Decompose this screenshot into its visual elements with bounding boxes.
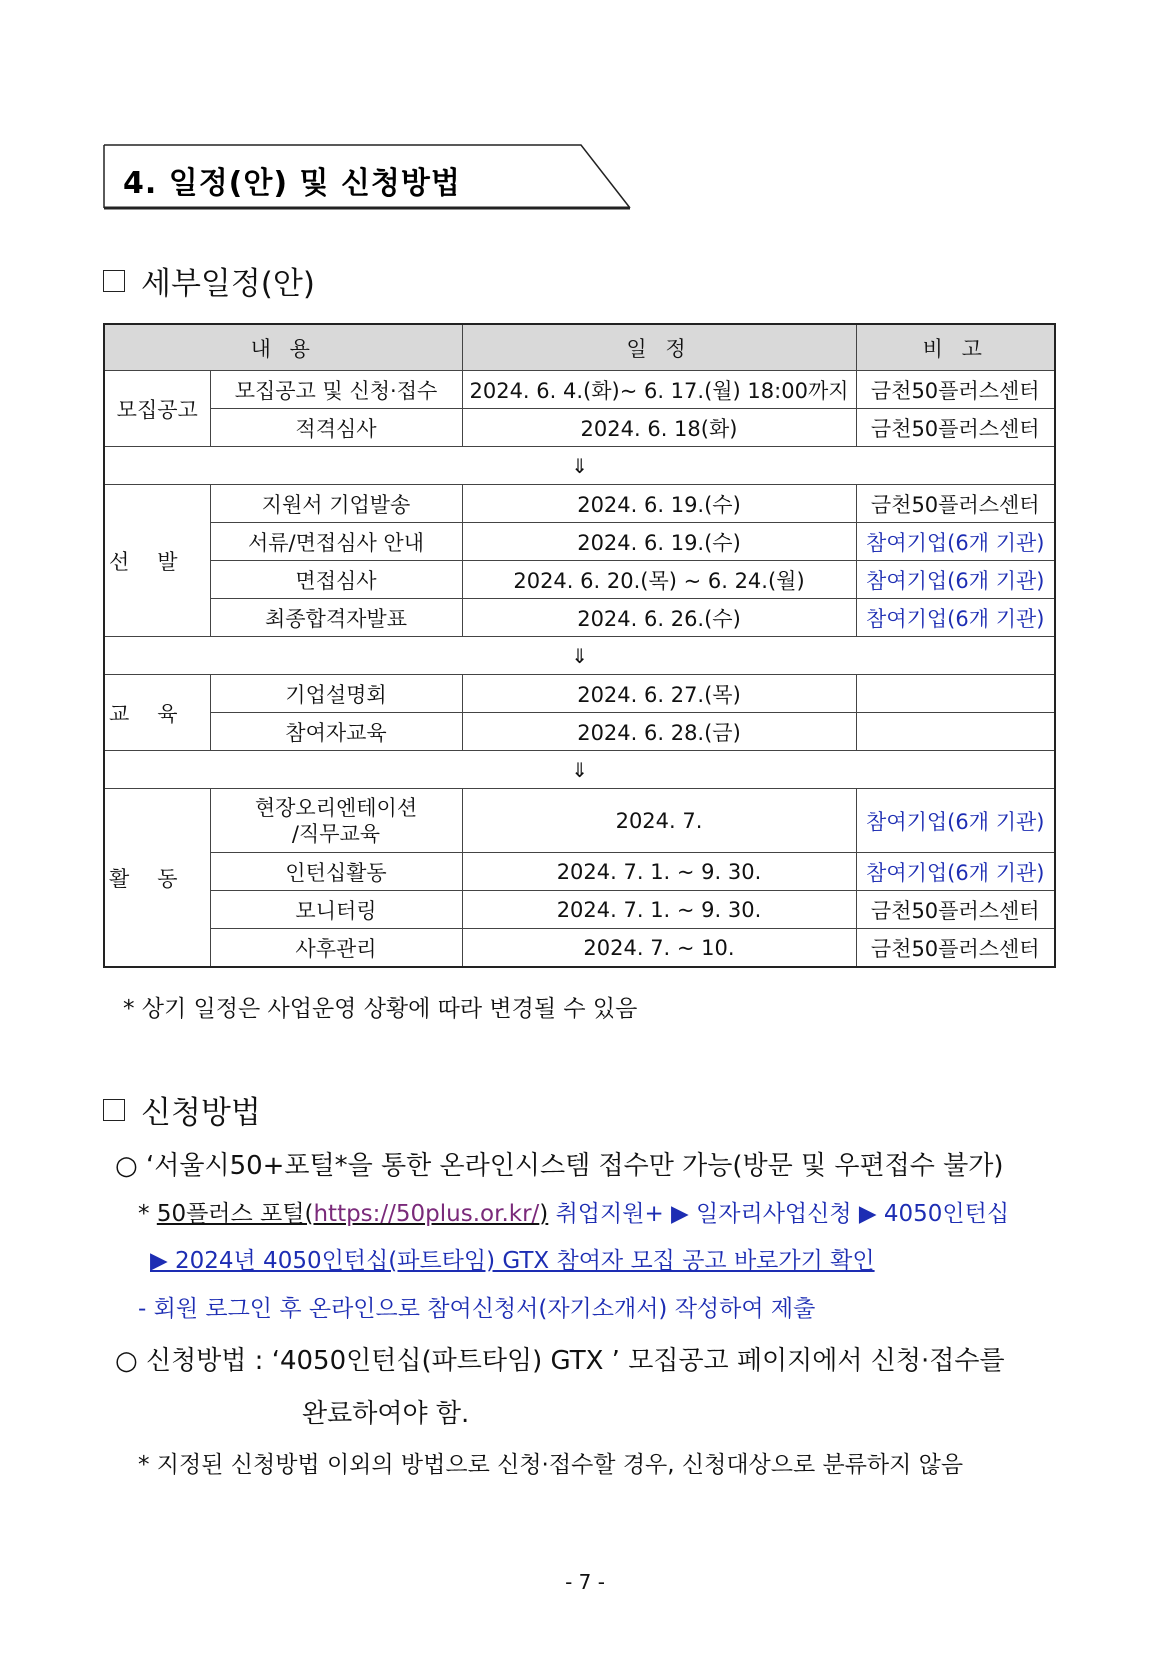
apply-bullet-1: ○ ‘서울시50+포털*을 통한 온라인시스템 접수만 가능(방문 및 우편접수 불가) xyxy=(115,1151,1004,1181)
portal-link[interactable]: https://50plus.or.kr/ xyxy=(313,1201,540,1227)
down-arrow-icon: ⇓ xyxy=(104,637,1055,675)
down-arrow-icon: ⇓ xyxy=(104,447,1055,485)
apply-heading xyxy=(103,1087,261,1132)
item-cell: 최종합격자발표 xyxy=(210,599,462,637)
apply-sub-1 xyxy=(138,1195,1009,1228)
item-cell: 인턴십활동 xyxy=(210,853,462,891)
item-cell xyxy=(210,789,462,853)
date-cell: 2024. 6. 26.(수) xyxy=(462,599,856,637)
item-cell: 모니터링 xyxy=(210,891,462,929)
item-cell: 지원서 기업발송 xyxy=(210,485,462,523)
apply-bullet-2: ○ 신청방법 : ‘4050인턴십(파트타임) GTX ’ 모집공고 페이지에서 신청·접수를 xyxy=(115,1346,1005,1376)
schedule-table xyxy=(103,323,1056,968)
item-cell: 사후관리 xyxy=(210,929,462,968)
note-cell: 금천50플러스센터 xyxy=(856,891,1055,929)
table-header-row xyxy=(104,324,1055,371)
category-cell: 선발 xyxy=(104,485,210,637)
apply-path: 취업지원+ ▶ 일자리사업신청 ▶ 4050인턴십 xyxy=(548,1201,1010,1227)
table-row xyxy=(104,409,1055,447)
table-row xyxy=(104,371,1055,409)
table-row xyxy=(104,853,1055,891)
category-cell: 모집공고 xyxy=(104,371,210,447)
item-cell: 서류/면접심사 안내 xyxy=(210,523,462,561)
date-cell: 2024. 7. xyxy=(462,789,856,853)
schedule-footnote: * 상기 일정은 사업운영 상황에 따라 변경될 수 있음 xyxy=(123,996,638,1022)
date-cell: 2024. 7. ~ 10. xyxy=(462,929,856,968)
table-row xyxy=(104,599,1055,637)
table-row xyxy=(104,713,1055,751)
item-cell: 참여자교육 xyxy=(210,713,462,751)
date-cell: 2024. 6. 19.(수) xyxy=(462,485,856,523)
note-cell: 참여기업(6개 기관) xyxy=(856,523,1055,561)
category-cell: 교육 xyxy=(104,675,210,751)
note-cell: 금천50플러스센터 xyxy=(856,371,1055,409)
note-cell: 참여기업(6개 기관) xyxy=(856,561,1055,599)
schedule-heading xyxy=(103,258,315,303)
note-cell: 참여기업(6개 기관) xyxy=(856,853,1055,891)
header-note: 비 고 xyxy=(856,324,1055,371)
apply-sub-3: - 회원 로그인 후 온라인으로 참여신청서(자기소개서) 작성하여 제출 xyxy=(138,1296,816,1322)
item-cell: 면접심사 xyxy=(210,561,462,599)
date-cell: 2024. 6. 19.(수) xyxy=(462,523,856,561)
date-cell: 2024. 6. 28.(금) xyxy=(462,713,856,751)
arrow-row xyxy=(104,447,1055,485)
note-cell xyxy=(856,675,1055,713)
item-line: 현장오리엔테이션 xyxy=(254,795,418,820)
checkbox-square-icon xyxy=(103,1099,125,1121)
apply-bullet-2-cont: 완료하여야 함. xyxy=(302,1399,470,1429)
category-cell: 활동 xyxy=(104,789,210,968)
apply-heading-text: 신청방법 xyxy=(141,1095,261,1131)
checkbox-square-icon xyxy=(103,270,125,292)
date-cell: 2024. 7. 1. ~ 9. 30. xyxy=(462,891,856,929)
page-number: - 7 - xyxy=(565,1570,605,1594)
note-cell: 금천50플러스센터 xyxy=(856,409,1055,447)
table-row xyxy=(104,523,1055,561)
table-row xyxy=(104,485,1055,523)
section-heading xyxy=(103,144,631,210)
item-line: /직무교육 xyxy=(291,821,381,846)
schedule-heading-text: 세부일정(안) xyxy=(141,266,315,302)
asterisk-mark: * xyxy=(138,1201,157,1227)
arrow-row xyxy=(104,751,1055,789)
table-row xyxy=(104,891,1055,929)
note-cell xyxy=(856,713,1055,751)
table-row xyxy=(104,561,1055,599)
apply-sub-2: ▶ 2024년 4050인턴십(파트타임) GTX 참여자 모집 공고 바로가기 확인 xyxy=(150,1248,875,1274)
header-date: 일 정 xyxy=(462,324,856,371)
date-cell: 2024. 6. 20.(목) ~ 6. 24.(월) xyxy=(462,561,856,599)
section-title: 4. 일정(안) 및 신청방법 xyxy=(123,166,461,201)
portal-close: ) xyxy=(539,1201,549,1227)
date-cell: 2024. 7. 1. ~ 9. 30. xyxy=(462,853,856,891)
portal-text: 50플러스 포털( xyxy=(156,1201,314,1227)
arrow-row xyxy=(104,637,1055,675)
header-content: 내 용 xyxy=(104,324,462,371)
portal-label xyxy=(157,1201,548,1227)
down-arrow-icon: ⇓ xyxy=(104,751,1055,789)
note-cell: 금천50플러스센터 xyxy=(856,485,1055,523)
note-cell: 참여기업(6개 기관) xyxy=(856,789,1055,853)
note-cell: 금천50플러스센터 xyxy=(856,929,1055,968)
item-cell: 모집공고 및 신청·접수 xyxy=(210,371,462,409)
table-row xyxy=(104,789,1055,853)
date-cell: 2024. 6. 18(화) xyxy=(462,409,856,447)
table-row xyxy=(104,675,1055,713)
note-cell: 참여기업(6개 기관) xyxy=(856,599,1055,637)
item-cell: 적격심사 xyxy=(210,409,462,447)
date-cell: 2024. 6. 4.(화)~ 6. 17.(월) 18:00까지 xyxy=(462,371,856,409)
table-row xyxy=(104,929,1055,968)
date-cell: 2024. 6. 27.(목) xyxy=(462,675,856,713)
item-cell: 기업설명회 xyxy=(210,675,462,713)
apply-footnote: * 지정된 신청방법 이외의 방법으로 신청·접수할 경우, 신청대상으로 분류하지 않음 xyxy=(138,1452,964,1478)
